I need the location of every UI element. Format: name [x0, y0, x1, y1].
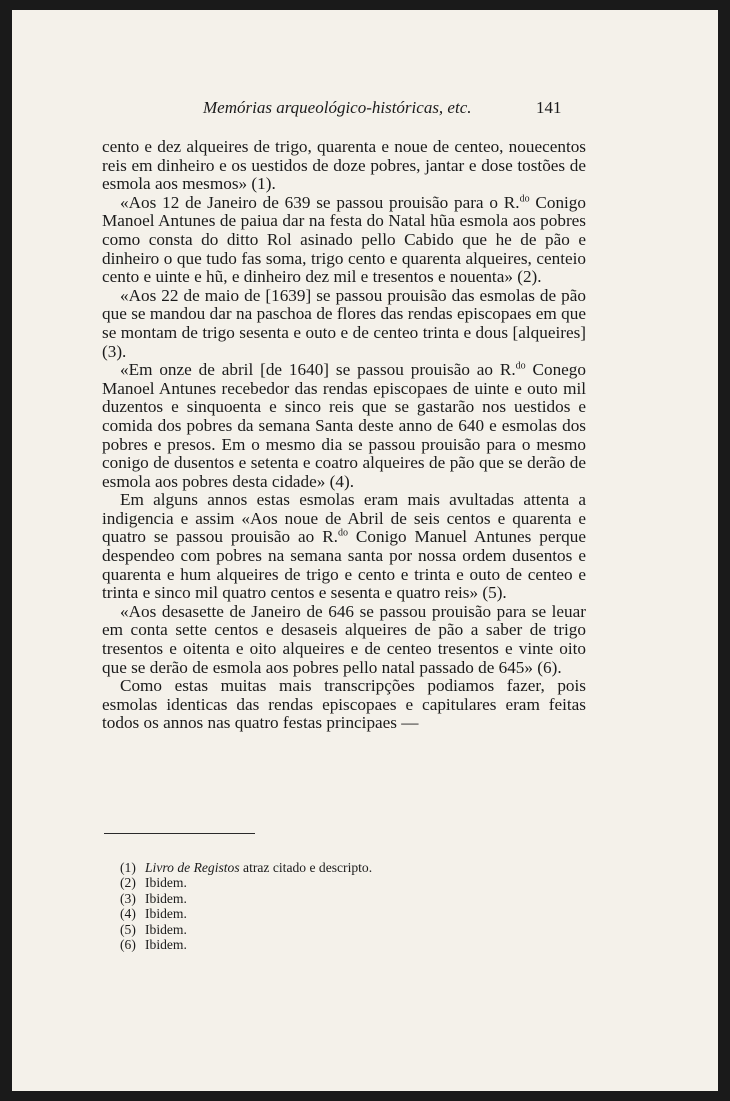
body-text [102, 138, 586, 733]
footnote: (5) Ibidem. [120, 921, 187, 937]
paragraph: «Aos desasette de Janeiro de 646 se passou prouisão para se leuar em conta sette centos e desaseis alqueires de pão a saber de trigo tresentos e oitenta e oito alqueires e de centeo tresentos e vinte oito que se derão de esmola aos pobres pello natal passado de 645» (6). [102, 601, 586, 677]
page-number: 141 [536, 98, 562, 117]
paragraph: cento e dez alqueires de trigo, quarenta e noue de centeo, nouecentos reis em dinheiro e os uestidos de doze pobres, jantar e dose tostões de esmola aos mesmos» (1). [102, 137, 586, 194]
paragraph: «Em onze de abril [de 1640] se passou prouisão ao R.$^{do}$ Conego Manoel Antunes recebedor das rendas episcopaes de uinte e outo mil duzentos e sinquoenta e sinco reis que se gastarão nos uestidos e comida dos pobres da semana Santa deste anno de 640 e esmolas dos pobres e presos. Em o mesmo dia se passou prouisão para o mesmo conigo de dusentos e setenta e coatro alqueires de pão que se derão de esmola aos pobres desta cidade» (4). [102, 360, 586, 491]
footnote-title: Livro de Registos [145, 860, 240, 875]
book-page [12, 10, 718, 1091]
footnote: (1) Livro de Registos atraz citado e descripto. [120, 860, 373, 875]
paragraph: Como estas muitas mais transcripções podiamos fazer, pois esmolas identicas das rendas episcopaes e capitulares eram feitas todos os annos nas quatro festas principaes — [102, 676, 586, 733]
footnote-number: (2) [120, 875, 136, 891]
footnote-number: (6) [120, 937, 136, 953]
running-title: Memórias arqueológico-históricas, etc. [203, 98, 472, 117]
footnote: (4) Ibidem. [120, 906, 187, 922]
paragraph: «Aos 22 de maio de [1639] se passou prouisão das esmolas de pão que se mandou dar na paschoa de flores das rendas episcopaes em que se montam de trigo sesenta e outo e de centeo trinta e dous [alqueires] (3). [102, 285, 586, 361]
footnote: (2) Ibidem. [120, 875, 187, 891]
footnote-number: (4) [120, 906, 136, 922]
footnote-number: (1) [120, 860, 136, 875]
footnote: (3) Ibidem. [120, 890, 187, 906]
paragraph: «Aos 12 de Janeiro de 639 se passou prouisão para o R.$^{do}$ Conigo Manoel Antunes de paiua dar na festa do Natal hũa esmola aos pobres como consta do ditto Rol asinado pello Cabido que he de pão e dinheiro o que tudo fas soma, trigo cento e quarenta alqueires, centeio cento e uinte e hũ, e dinheiro dez mil e tresentos e nouenta» (2). [102, 192, 586, 287]
footnote-number: (3) [120, 890, 136, 906]
paragraph: Em alguns annos estas esmolas eram mais avultadas attenta a indigencia e assim «Aos noue de Abril de seis centos e quarenta e quatro se passou prouisão ao R.$^{do}$ Conigo Manuel Antunes perque despendeo com pobres na semana santa por nossa ordem dusentos e quarenta e hum alqueires de trigo e cento e trinta e outo de centeo e trinta e sinco mil quatro centos e sesenta e quatro reis» (5). [102, 490, 586, 603]
footnote-number: (5) [120, 921, 136, 937]
footnote-divider [104, 833, 255, 834]
footnotes [120, 860, 540, 952]
page-header [12, 98, 718, 122]
footnote: (6) Ibidem. [120, 937, 187, 953]
